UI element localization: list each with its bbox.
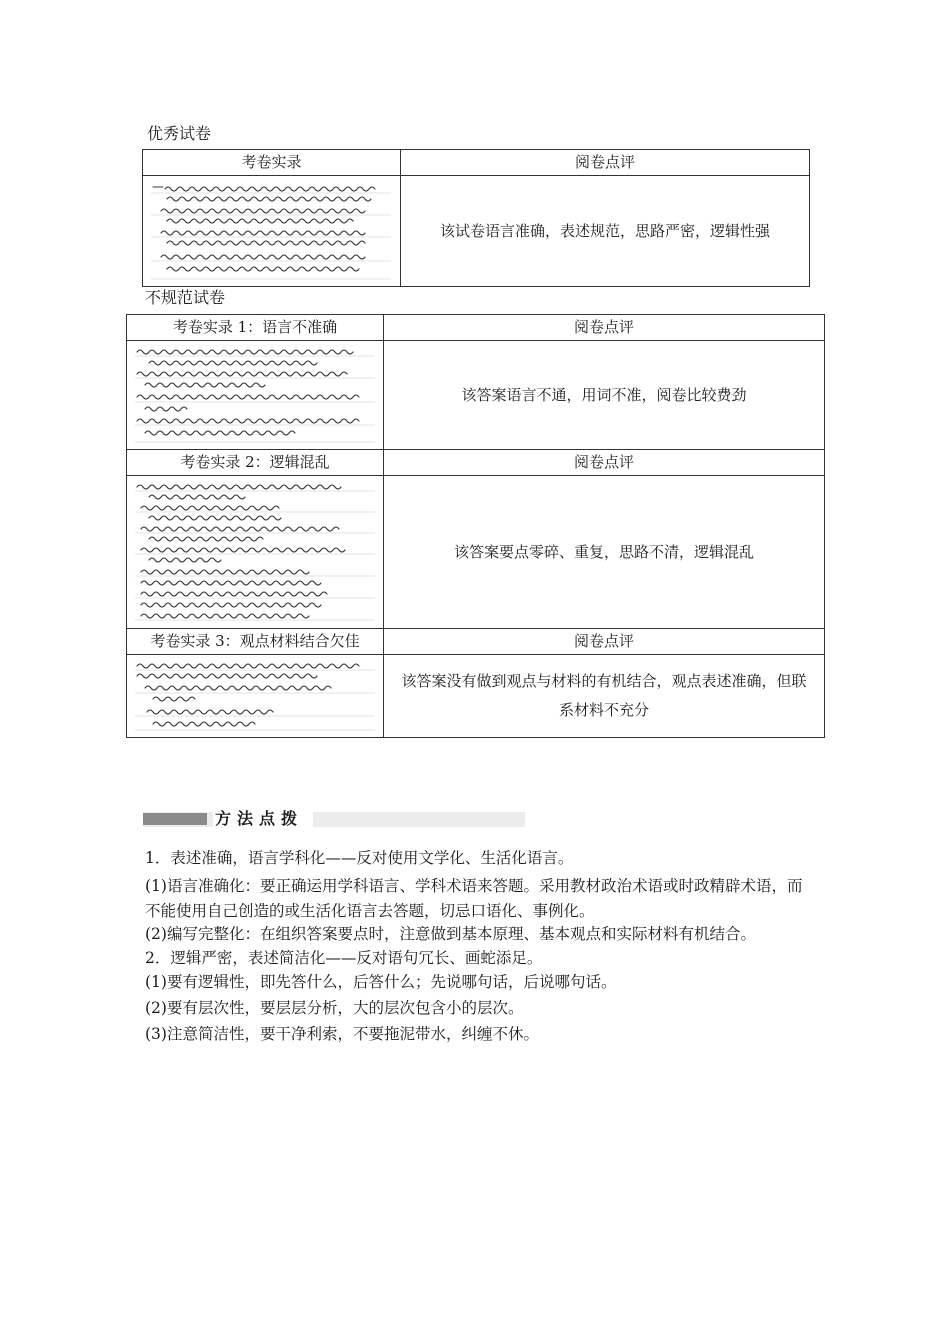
handwritten-answer-image [131, 344, 379, 446]
sample2-header-right: 阅卷点评 [384, 450, 825, 476]
method-line-5: (1)要有逻辑性，即先答什么，后答什么；先说哪句话，后说哪句话。 [145, 973, 617, 991]
method-banner [143, 808, 525, 830]
banner-accent-bar [143, 813, 207, 825]
sample3-comment: 该答案没有做到观点与材料的有机结合，观点表述准确，但联系材料不充分 [384, 655, 825, 738]
sample3-header-right: 阅卷点评 [384, 629, 825, 655]
sample1-comment: 该答案语言不通，用词不准，阅卷比较费劲 [384, 341, 825, 450]
sample2-header-left: 考卷实录 2：逻辑混乱 [127, 450, 384, 476]
sample3-handwriting-cell [127, 655, 384, 738]
method-line-6: (2)要有层次性，要层层分析，大的层次包含小的层次。 [145, 999, 524, 1017]
excellent-table [142, 149, 810, 287]
handwritten-answer-image [131, 658, 379, 734]
sample1-header-left: 考卷实录 1：语言不准确 [127, 315, 384, 341]
handwritten-answer-image [147, 179, 395, 283]
excellent-header-right: 阅卷点评 [401, 150, 810, 176]
method-line-2: (1)语言准确化：要正确运用学科语言、学科术语来答题。采用教材政治术语或时政精辟术语，而不能使用自己创造的或生活化语言去答题，切忌口语化、事例化。 [145, 877, 803, 920]
handwritten-answer-image [131, 479, 379, 625]
method-line-1: 1．表述准确，语言学科化——反对使用文学化、生活化语言。 [145, 849, 574, 867]
method-line-7: (3)注意简洁性，要干净利索，不要拖泥带水，纠缠不休。 [145, 1025, 539, 1043]
method-line-4: 2．逻辑严密，表述简洁化——反对语句冗长、画蛇添足。 [145, 949, 543, 967]
method-line-3: (2)编写完整化：在组织答案要点时，注意做到基本原理、基本观点和实际材料有机结合。 [145, 925, 756, 943]
sample3-header-left: 考卷实录 3：观点材料结合欠佳 [127, 629, 384, 655]
method-banner-title: 方法点拨 [213, 808, 313, 830]
sample1-handwriting-cell [127, 341, 384, 450]
excellent-header-left: 考卷实录 [143, 150, 401, 176]
sample2-comment: 该答案要点零碎、重复，思路不清，逻辑混乱 [384, 476, 825, 629]
sample2-handwriting-cell [127, 476, 384, 629]
sample1-header-right: 阅卷点评 [384, 315, 825, 341]
nonstandard-table [126, 314, 825, 738]
excellent-comment: 该试卷语言准确，表述规范，思路严密，逻辑性强 [401, 176, 810, 287]
nonstandard-section-title: 不规范试卷 [145, 288, 226, 307]
excellent-handwriting-cell [143, 176, 401, 287]
excellent-section-title: 优秀试卷 [147, 124, 212, 143]
